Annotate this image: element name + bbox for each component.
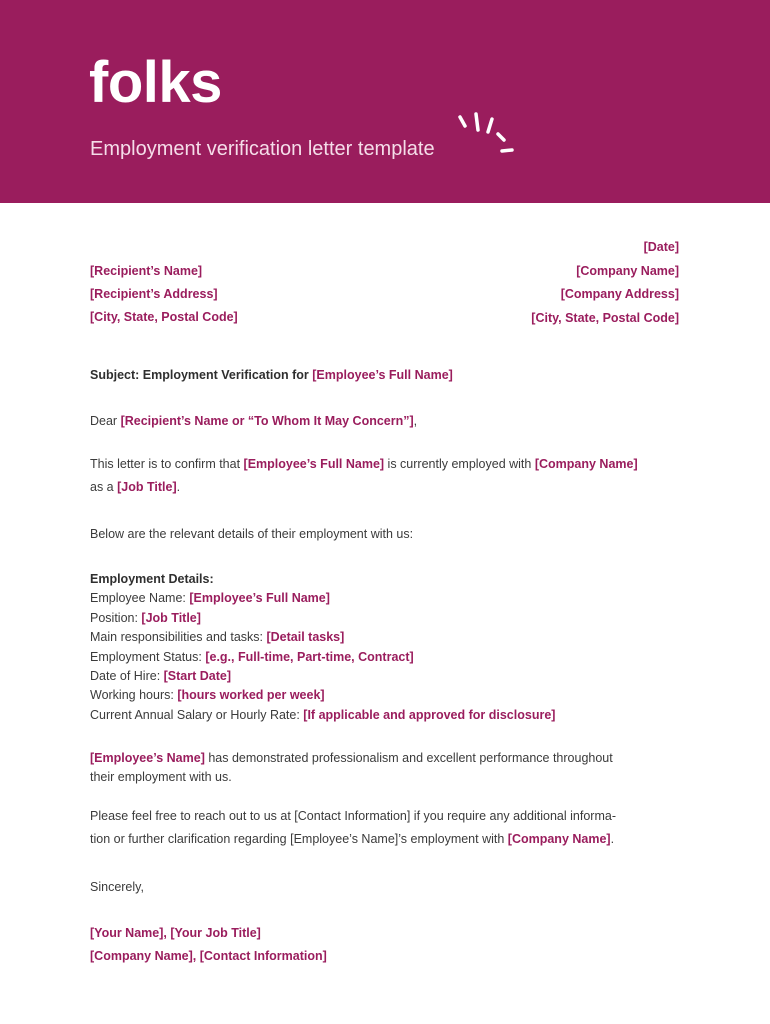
sender-address-block bbox=[531, 236, 679, 330]
performance-paragraph bbox=[90, 749, 613, 787]
confirmation-line2-suffix: . bbox=[176, 479, 181, 494]
detail-label: Employee Name: bbox=[90, 591, 190, 606]
performance-line-2: their employment with us. bbox=[90, 770, 232, 784]
confirmation-job-title-placeholder: [Job Title] bbox=[117, 479, 177, 494]
performance-line1-text: has demonstrated professionalism and excellent performance throughout bbox=[204, 751, 613, 765]
subject-employee-placeholder: [Employee’s Full Name] bbox=[312, 368, 453, 382]
folks-logo: folks bbox=[89, 50, 222, 115]
detail-row-employee-name bbox=[90, 589, 555, 608]
sparkle-icon bbox=[450, 105, 520, 160]
greeting-recipient-placeholder: [Recipient’s Name or “To Whom It May Concern”] bbox=[120, 414, 414, 428]
detail-label: Date of Hire: bbox=[90, 669, 164, 684]
confirmation-employee-placeholder: [Employee’s Full Name] bbox=[243, 456, 385, 471]
detail-label: Employment Status: bbox=[90, 649, 206, 664]
detail-row-position bbox=[90, 609, 555, 628]
signature-company-contact: [Company Name], [Contact Information] bbox=[90, 949, 327, 963]
closing: Sincerely, bbox=[90, 880, 144, 894]
performance-employee-placeholder: [Employee’s Name] bbox=[90, 751, 205, 765]
details-intro: Below are the relevant details of their employment with us: bbox=[90, 527, 414, 541]
detail-value: [If applicable and approved for disclosure] bbox=[303, 707, 556, 722]
detail-row-employment-status bbox=[90, 648, 555, 667]
sender-date: [Date] bbox=[643, 240, 679, 254]
detail-value: [hours worked per week] bbox=[177, 688, 325, 703]
greeting-suffix: , bbox=[413, 414, 418, 428]
confirmation-line-1 bbox=[90, 453, 638, 476]
detail-value: [Detail tasks] bbox=[266, 630, 345, 645]
confirmation-intro: This letter is to confirm that bbox=[90, 456, 244, 471]
contact-line2-suffix: . bbox=[610, 832, 615, 846]
detail-value: [Job Title] bbox=[141, 610, 201, 625]
contact-line-2 bbox=[90, 828, 616, 851]
employment-details-heading: Employment Details: bbox=[90, 572, 214, 586]
detail-value: [Employee’s Full Name] bbox=[189, 591, 330, 606]
employment-details bbox=[90, 570, 555, 725]
header-banner bbox=[0, 0, 770, 203]
contact-line-1: Please feel free to reach out to us at [Contact Information] if you require any additional informa- bbox=[90, 809, 616, 823]
detail-value: [Start Date] bbox=[163, 669, 232, 684]
subject-label: Subject: Employment Verification for bbox=[90, 368, 313, 382]
confirmation-middle: is currently employed with bbox=[384, 456, 535, 471]
detail-row-salary bbox=[90, 706, 555, 725]
detail-row-date-of-hire bbox=[90, 667, 555, 686]
confirmation-line-2 bbox=[90, 476, 638, 499]
recipient-address: [Recipient’s Address] bbox=[90, 286, 218, 301]
greeting-prefix: Dear bbox=[90, 414, 121, 428]
detail-label: Main responsibilities and tasks: bbox=[90, 630, 267, 645]
detail-label: Position: bbox=[90, 610, 142, 625]
detail-value: [e.g., Full-time, Part-time, Contract] bbox=[205, 649, 414, 664]
performance-line-1 bbox=[90, 749, 613, 768]
signature-name-title: [Your Name], [Your Job Title] bbox=[90, 925, 261, 940]
sender-company-name: [Company Name] bbox=[576, 263, 679, 278]
signature-block bbox=[90, 922, 327, 969]
recipient-address-block bbox=[90, 260, 238, 329]
confirmation-paragraph bbox=[90, 453, 638, 499]
recipient-city-state-postal: [City, State, Postal Code] bbox=[90, 309, 238, 324]
detail-row-working-hours bbox=[90, 686, 555, 705]
confirmation-line2-prefix: as a bbox=[90, 479, 118, 494]
confirmation-company-placeholder: [Company Name] bbox=[534, 456, 638, 471]
subject-line bbox=[90, 365, 453, 385]
contact-paragraph bbox=[90, 805, 616, 851]
contact-line2-text: tion or further clarification regarding [Employee’s Name]’s employment with bbox=[90, 832, 508, 846]
page-title: Employment verification letter template bbox=[90, 138, 435, 160]
contact-company-placeholder: [Company Name] bbox=[507, 832, 611, 846]
greeting-line bbox=[90, 411, 417, 431]
detail-label: Working hours: bbox=[90, 688, 178, 703]
sender-company-address: [Company Address] bbox=[560, 287, 679, 301]
detail-row-responsibilities bbox=[90, 628, 555, 647]
sender-city-state-postal: [City, State, Postal Code] bbox=[531, 310, 679, 325]
detail-label: Current Annual Salary or Hourly Rate: bbox=[90, 707, 304, 722]
recipient-name: [Recipient’s Name] bbox=[90, 263, 203, 278]
